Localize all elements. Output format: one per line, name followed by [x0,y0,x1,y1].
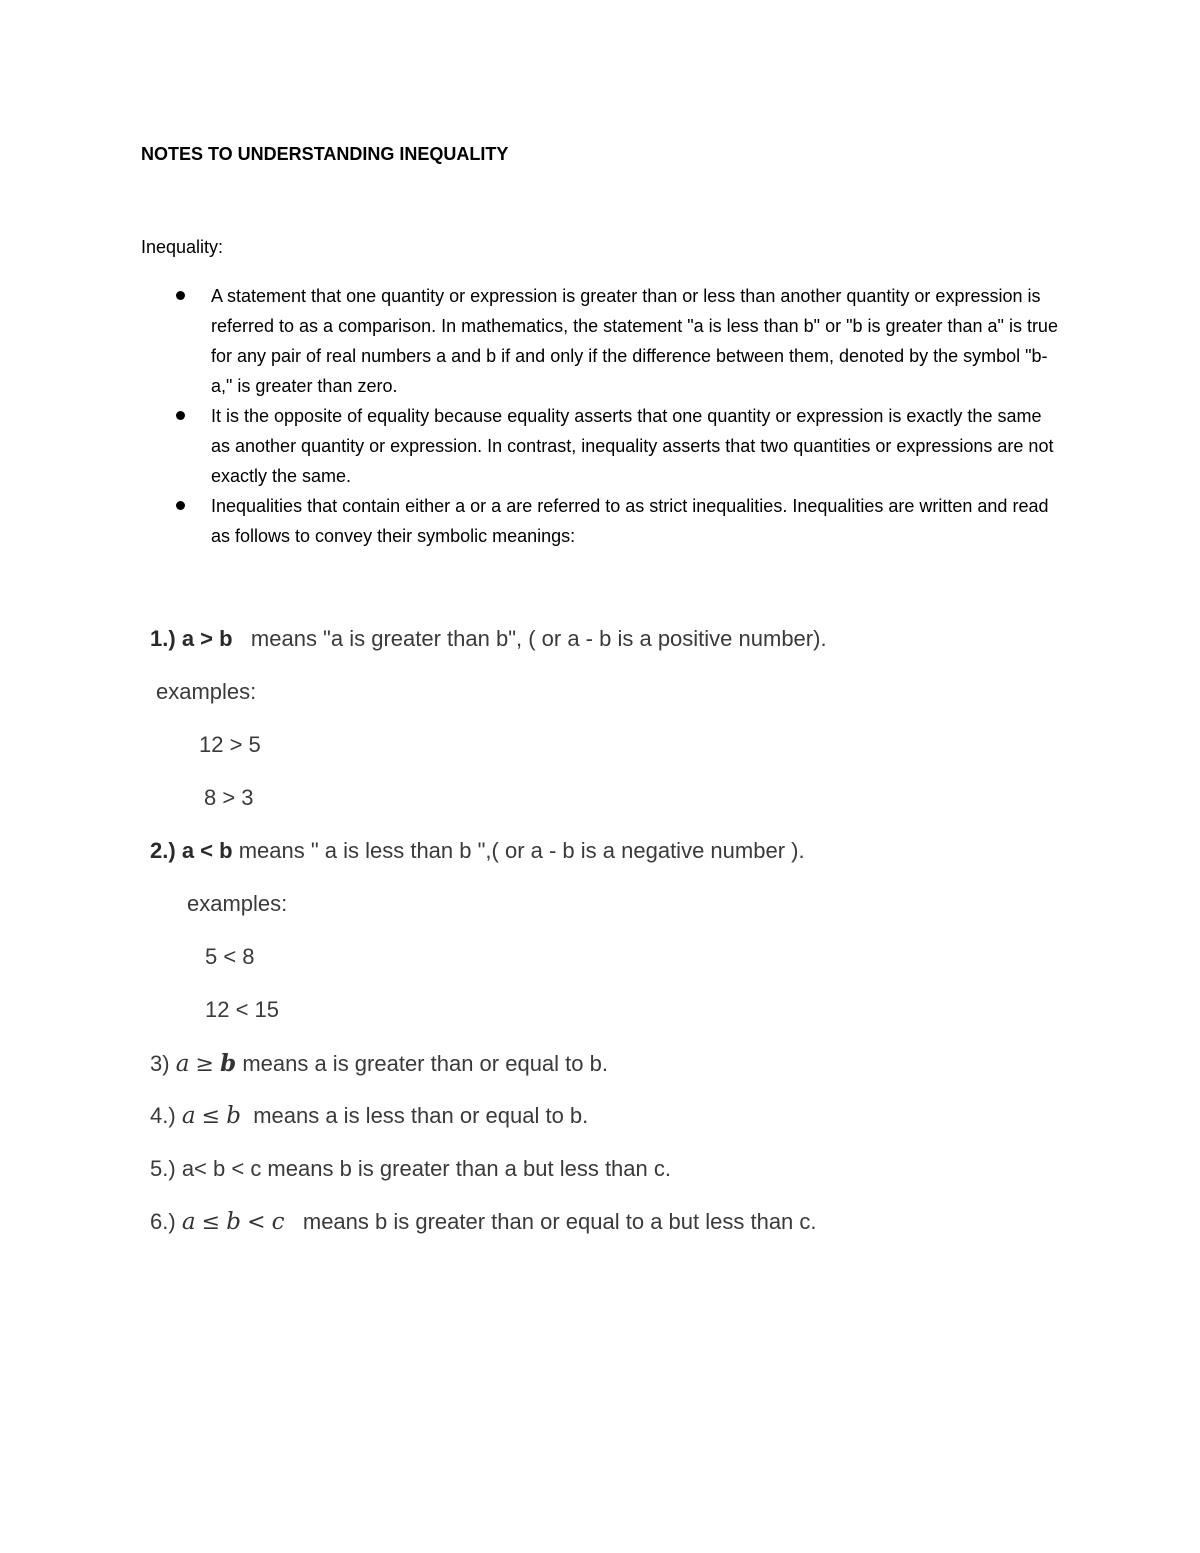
rule-5-number: 5.) [150,1156,176,1181]
examples-label-1: examples: [156,679,257,704]
rule-4-operator: ≤ [201,1104,221,1129]
rule-1-text: means "a is greater than b", ( or a - b is a positive number). [250,626,827,651]
rule-3-operator: ≥ [195,1052,214,1077]
bullet-dot-icon [176,291,185,300]
rule-2-number: 2.) [150,838,176,863]
document-title: NOTES TO UNDERSTANDING INEQUALITY [141,144,509,164]
rule-2-text: means " a is less than b ",( or a - b is a negative number ). [238,838,805,863]
example-1b: 8 > 3 [204,785,254,810]
example-2b: 12 < 15 [205,997,280,1022]
rule-4-var-b: b [226,1103,241,1129]
examples-label-2: examples: [187,891,288,916]
example-2a: 5 < 8 [205,944,255,969]
rule-4 [150,1103,588,1129]
rule-4-text: means a is less than or equal to b. [253,1103,589,1128]
rule-6-var-c: c [271,1209,285,1235]
rule-5 [150,1156,671,1182]
rule-6-operator-1: ≤ [201,1210,221,1235]
bullet-item [141,401,1061,491]
rule-6-number: 6.) [150,1209,176,1234]
bullet-dot-icon [176,501,185,510]
rule-3-text: means a is greater than or equal to b. [242,1051,608,1076]
rule-1-number: 1.) [150,626,176,651]
rule-4-var-a: a [181,1103,196,1129]
rule-6-text: means b is greater than or equal to a but less than c. [302,1209,817,1234]
rule-3-var-b: b [220,1050,237,1077]
rule-2-expression: a < b [181,838,233,863]
rule-6-var-a: a [181,1209,196,1235]
rule-1 [150,626,827,652]
rule-6-operator-2: < [247,1210,266,1235]
rule-3-var-a: a [175,1051,190,1077]
rule-2 [150,838,805,864]
rule-3 [150,1050,608,1077]
bullet-item [141,281,1061,401]
bullet-list [141,281,1061,551]
bullet-text: It is the opposite of equality because equality asserts that one quantity or expression is exactly the same as another quantity or expression. In contrast, inequality asserts that two quantities or expressions are not exactly the same. [211,406,1054,486]
bullet-dot-icon [176,411,185,420]
rule-3-number: 3) [150,1051,170,1076]
bullet-text: Inequalities that contain either a or a are referred to as strict inequalities. Inequalities are written and read as follows to convey their symbolic meanings: [211,496,1049,546]
rule-4-number: 4.) [150,1103,176,1128]
example-1a: 12 > 5 [199,732,261,757]
section-heading: Inequality: [141,237,224,257]
rule-5-text: a< b < c means b is greater than a but less than c. [181,1156,671,1181]
bullet-text: A statement that one quantity or expression is greater than or less than another quantity or expression is referred to as a comparison. In mathematics, the statement "a is less than b" or "b is greater than a" is true for any pair of real numbers a and b if and only if the difference between them, denoted by the symbol "b-a," is greater than zero. [211,286,1058,396]
rule-6 [150,1209,817,1235]
rule-1-expression: a > b [181,626,233,651]
rule-6-var-b: b [226,1209,241,1235]
bullet-item [141,491,1061,551]
